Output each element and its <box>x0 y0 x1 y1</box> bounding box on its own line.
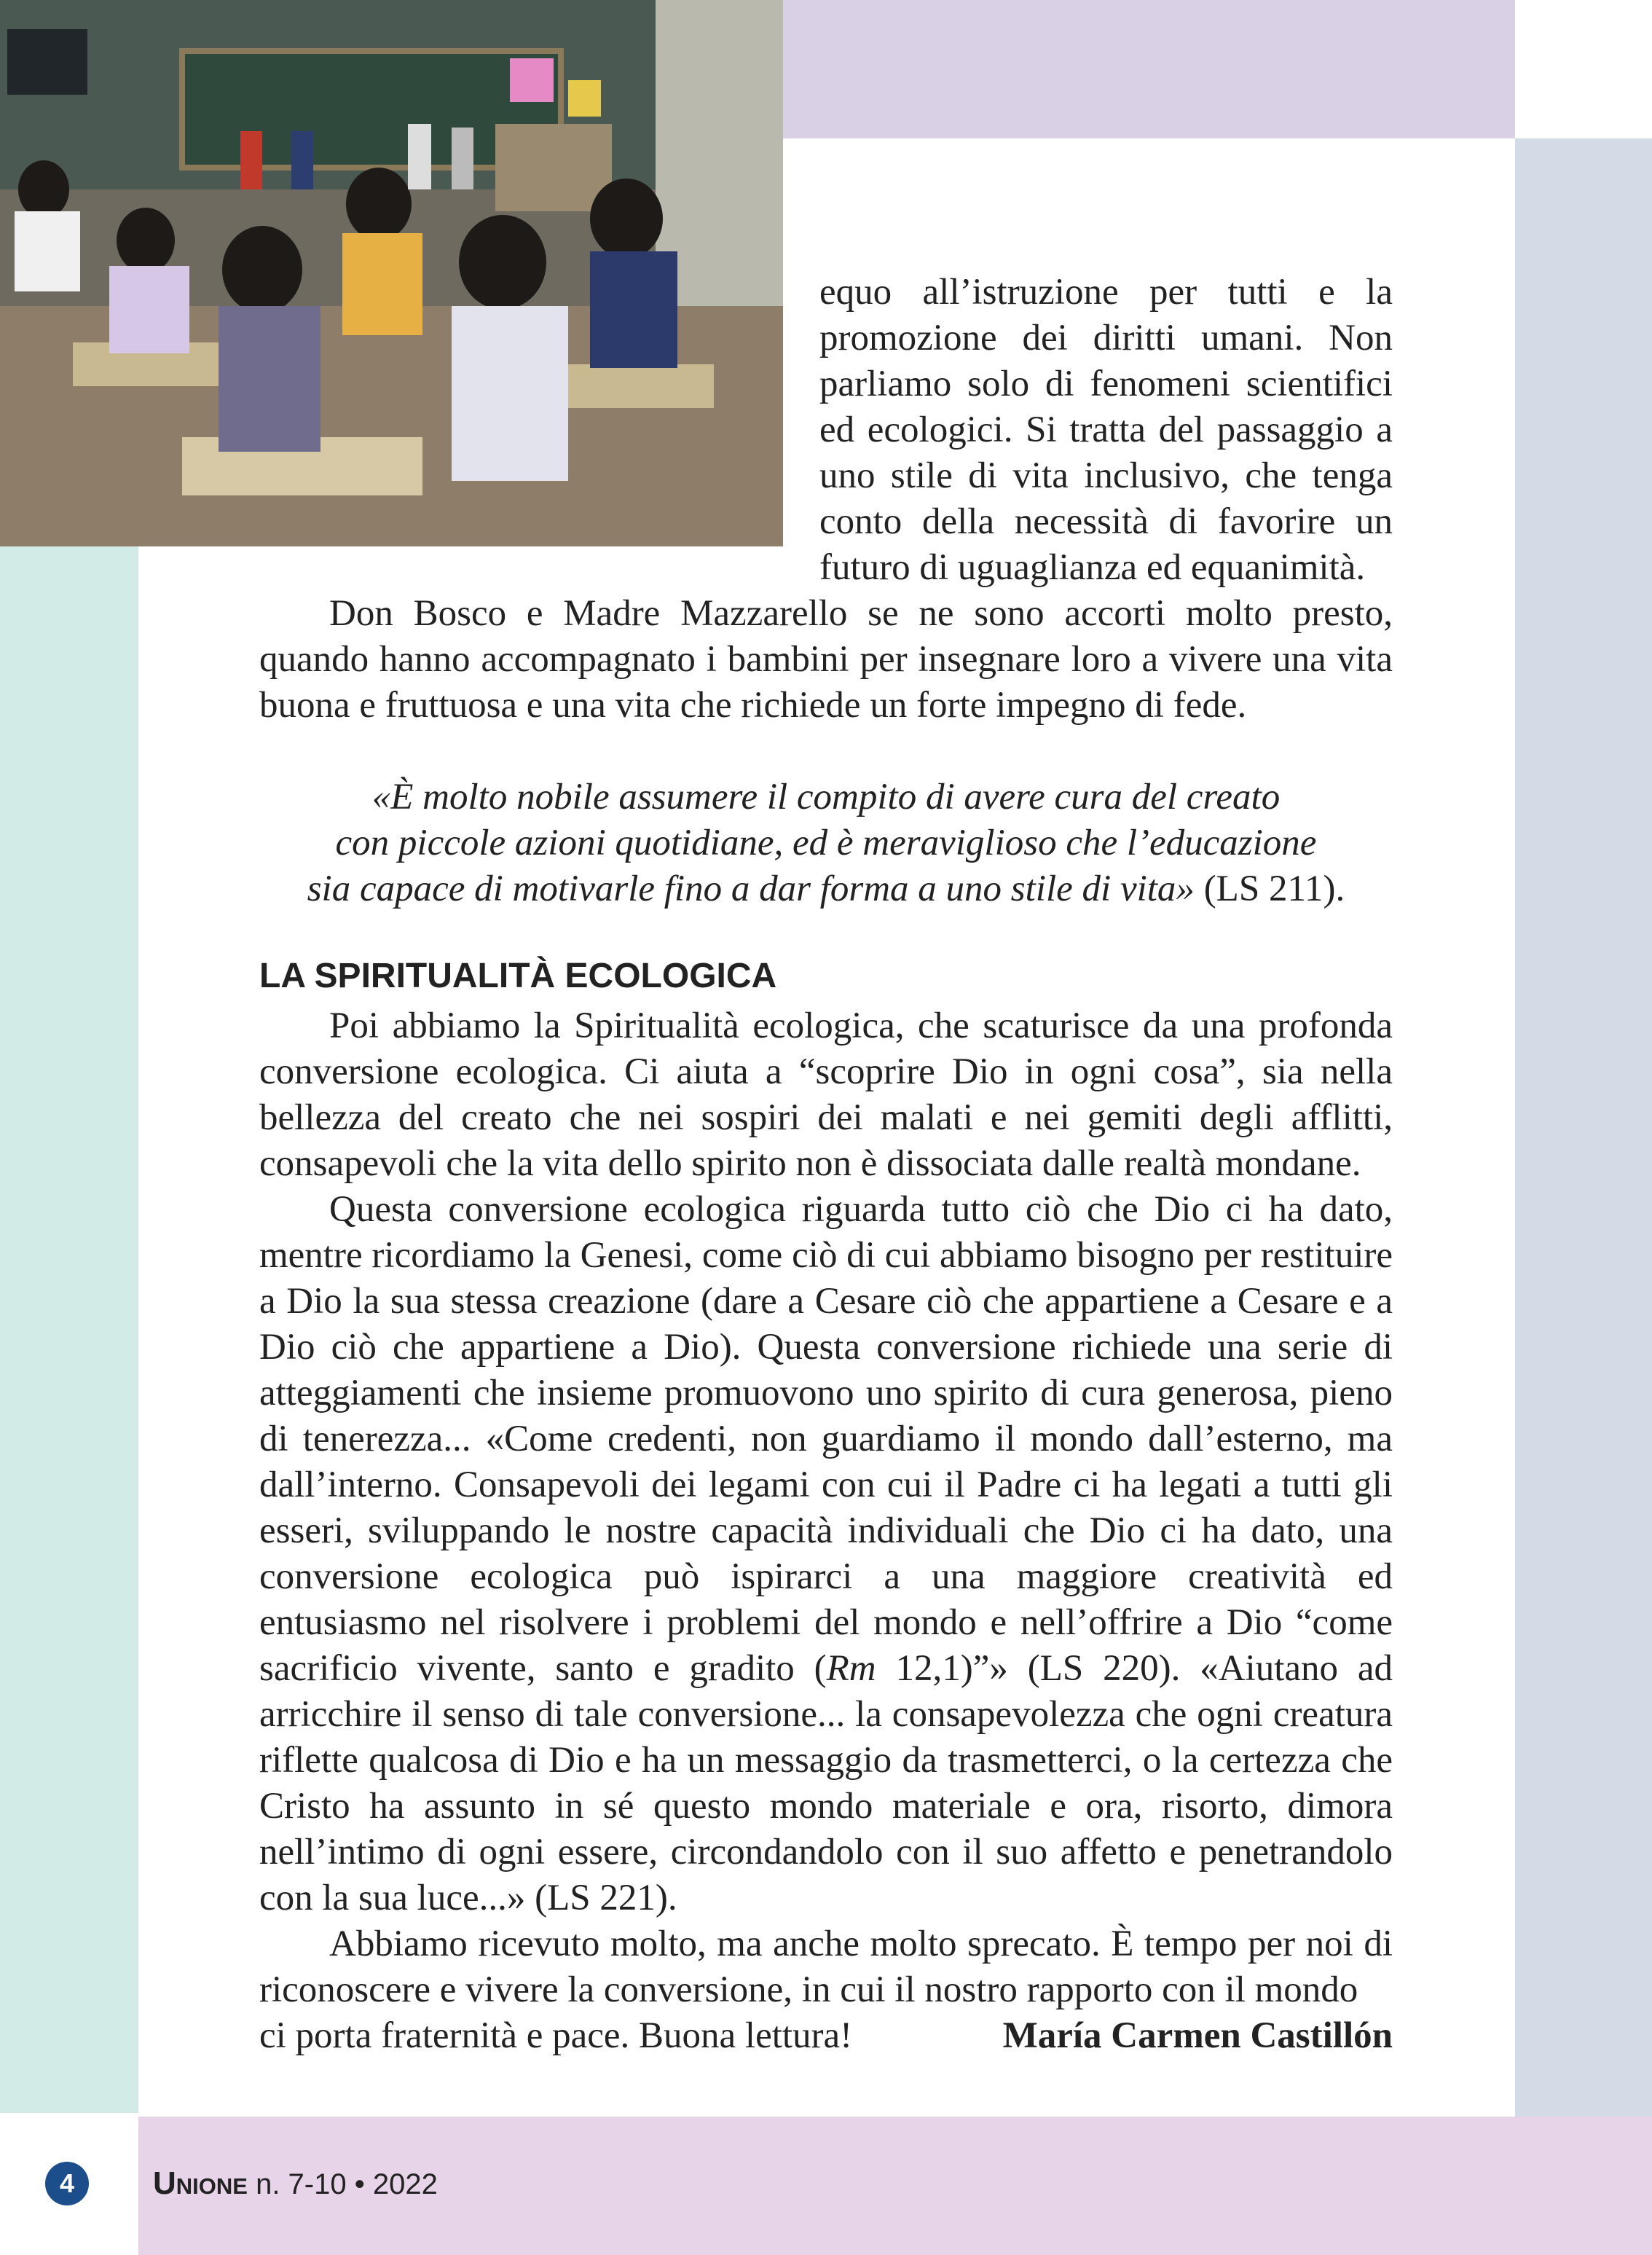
classroom-illustration <box>0 0 783 546</box>
top-lilac-band <box>783 0 1515 138</box>
author-signature: María Carmen Castillón <box>1002 2015 1393 2056</box>
closing-sentence: ci porta fraternità e pace. Buona lettura! <box>259 2015 853 2056</box>
classroom-photo <box>0 0 783 546</box>
quote-line-1: «È molto nobile assumere il compito di avere cura del creato <box>371 777 1281 817</box>
body-paragraph-2 <box>259 1187 1393 1921</box>
body-paragraph-3: Abbiamo ricevuto molto, ma anche molto sprecato. È tempo per noi di riconoscere e vivere la conversione, in cui il nostro rapporto con il mondo <box>259 1923 1393 2010</box>
closing-line <box>259 2013 1393 2059</box>
laudato-si-quote <box>259 774 1393 912</box>
body-paragraph-2-start: Questa conversione ecologica riguarda tutto ciò che Dio ci ha dato, mentre ricordiamo la Genesi, come ciò di cui abbiamo bisogno per restituire a Dio la sua stessa creazione (dare a Cesare ciò che appartiene a Cesare e a Dio ciò che appartiene a Dio). Questa conversione richiede una serie di atteggiamenti che insieme promuovono uno spirito di cura generosa, pieno di tenerezza... «Come credenti, non guardiamo il mondo dall’esterno, ma dall’interno. Consapevoli dei legami con cui il Padre ci ha legati a tutti gli esseri, sviluppando le nostre capacità individuali che Dio ci ha dato, una conversione ecologica può ispirarci a una maggiore creatività ed entusiasmo nel risolvere i problemi del mondo e nell’offrire a Dio “come sacrificio vivente, santo e gradito ( <box>259 1189 1393 1689</box>
romans-abbrev: Rm <box>826 1648 876 1689</box>
footer-issue-info: n. 7-10 • 2022 <box>247 2168 438 2200</box>
don-bosco-paragraph: Don Bosco e Madre Mazzarello se ne sono accorti molto presto, quando hanno accompagnato i bambini per insegnare loro a vivere una vita buona e fruttuosa e una vita che richiede un forte impegno di fede. <box>259 593 1393 726</box>
page-number-badge: 4 <box>45 2162 89 2205</box>
left-teal-band <box>0 546 138 2113</box>
article-body <box>259 1003 1393 2059</box>
section-heading: LA SPIRITUALITÀ ECOLOGICA <box>259 957 777 995</box>
quote-line-3-wrap <box>259 866 1393 912</box>
right-blue-band <box>1515 138 1652 2120</box>
quote-line-2: con piccole azioni quotidiane, ed è meraviglioso che l’educazione <box>335 823 1317 863</box>
intro-paragraph: equo all’istruzione per tutti e la promozione dei diritti umani. Non parliamo solo di fenomeni scientifici ed ecologici. Si tratta del passaggio a uno stile di vita inclusivo, che tenga conto della necessità di favorire un futuro di uguaglianza ed equanimità. <box>819 272 1393 588</box>
body-paragraph-1: Poi abbiamo la Spiritualità ecologica, che scaturisce da una profonda conversione ecologica. Ci aiuta a “scoprire Dio in ogni cosa”, sia nella bellezza del creato che nei sospiri dei malati e nei gemiti degli afflitti, consapevoli che la vita dello spirito non è dissociata dalle realtà mondane. <box>259 1005 1393 1184</box>
quote-citation: (LS 211). <box>1194 868 1345 909</box>
footer-issue <box>153 2165 438 2202</box>
body-paragraph-2-end: 12,1)”» (LS 220). «Aiutano ad arricchire il senso di tale conversione... la consapevolezza che ogni creatura riflette qualcosa di Dio e ha un messaggio da trasmetterci, o la certezza che Cristo ha assunto in sé questo mondo materiale e ora, risorto, dimora nell’intimo di ogni essere, circondandolo con il suo affetto e penetrandolo con la sua luce...» (LS 221). <box>259 1648 1393 1918</box>
footer-brand: Unione <box>153 2165 248 2201</box>
quote-line-3: sia capace di motivarle fino a dar forma a uno stile di vita» <box>307 868 1195 909</box>
